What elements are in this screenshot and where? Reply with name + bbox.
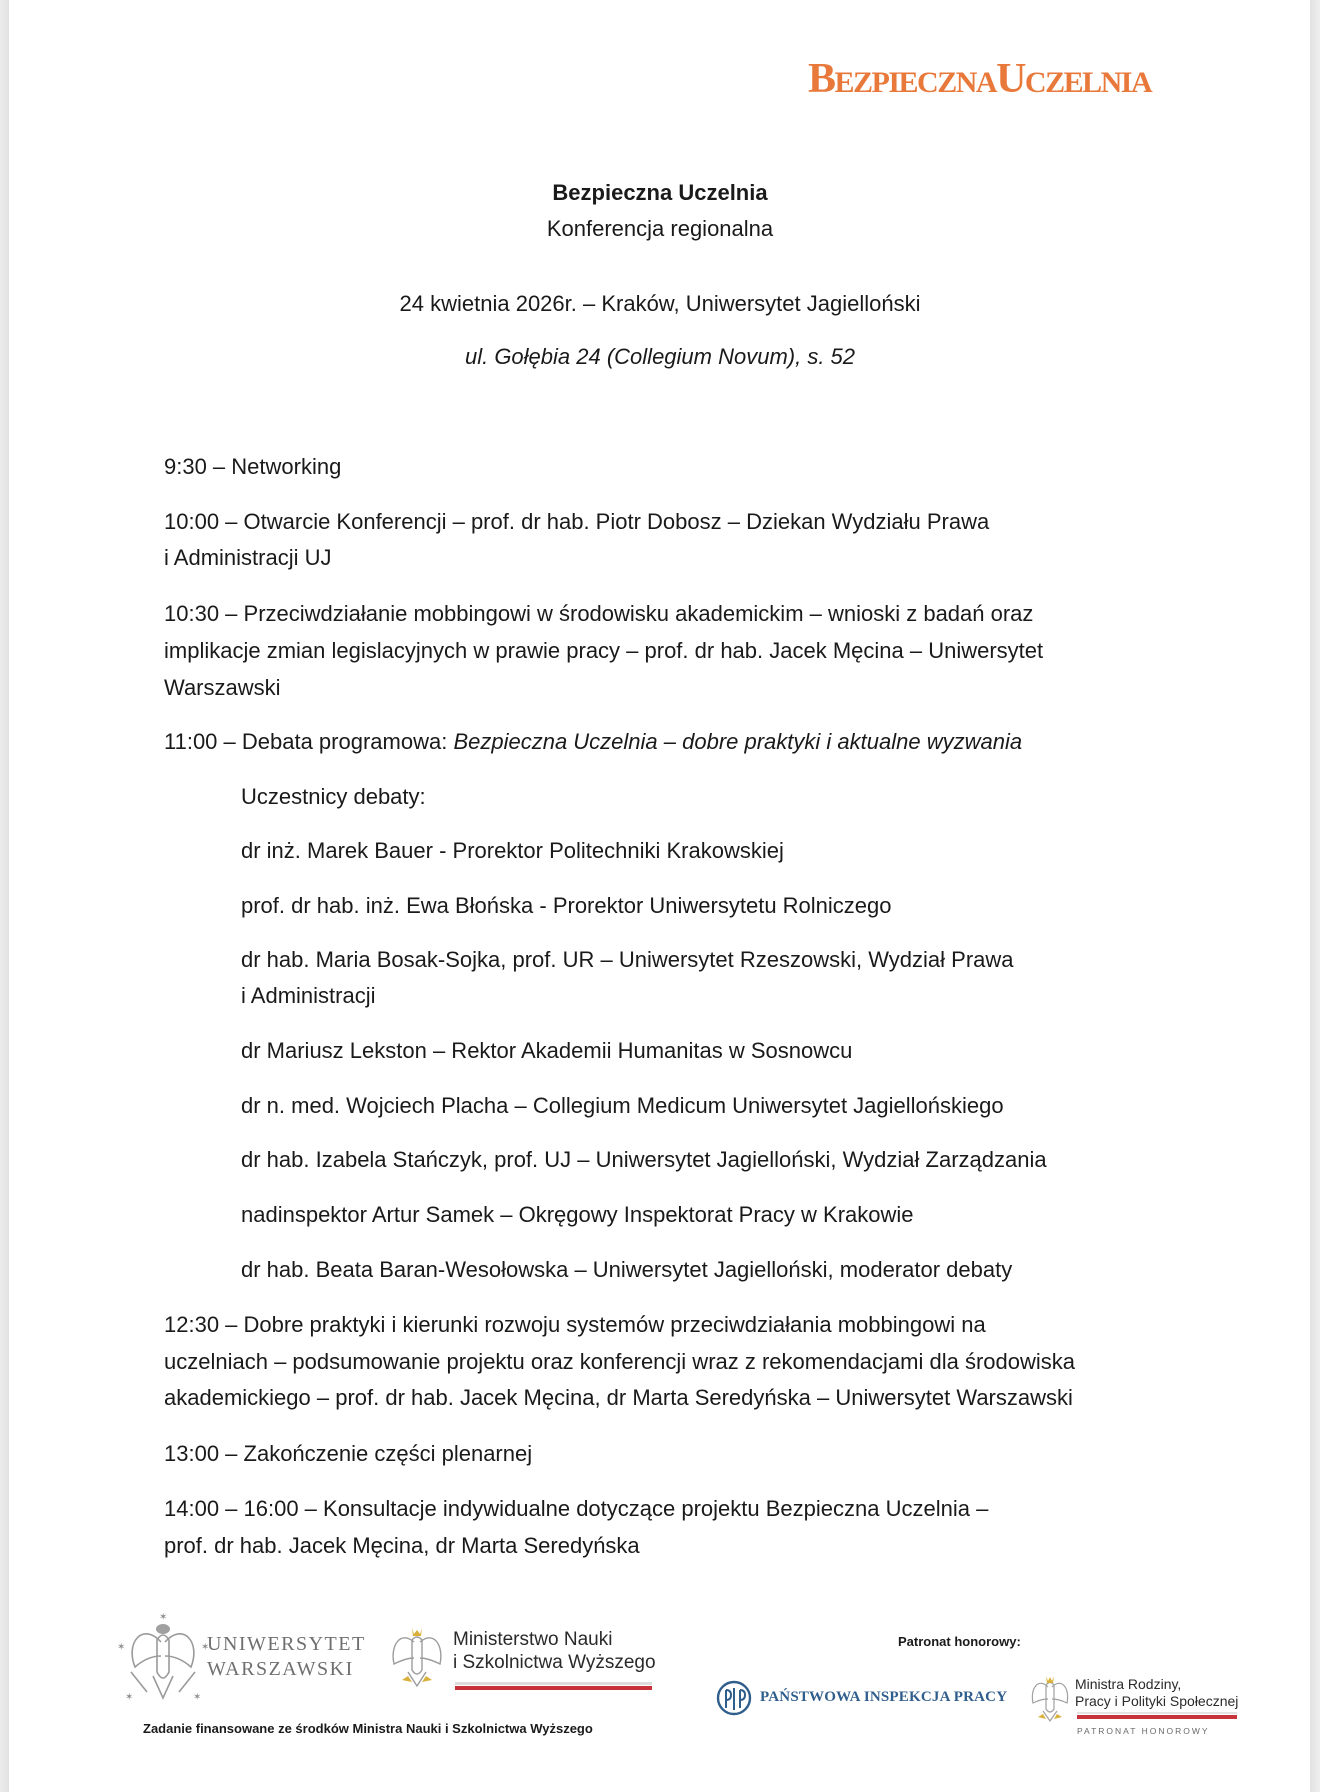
polish-eagle-icon	[388, 1624, 446, 1692]
pip-logo-text: PAŃSTWOWA INSPEKCJA PRACY	[760, 1689, 1008, 1705]
funding-note: Zadanie finansowane ze środków Ministra Nauki i Szkolnictwa Wyższego	[143, 1721, 593, 1736]
uw-logo-line1: UNIWERSYTET	[207, 1633, 366, 1655]
program-item-1030-line2: implikacje zmian legislacyjnych w prawie pracy – prof. dr hab. Jacek Męcina – Uniwersytet	[164, 638, 1044, 663]
patronat-label: Patronat honorowy:	[898, 1634, 1021, 1649]
participant-item: dr Mariusz Lekston – Rektor Akademii Humanitas w Sosnowcu	[241, 1038, 853, 1063]
svg-text:✶: ✶	[201, 1642, 210, 1653]
program-item-1000-line2: i Administracji UJ	[164, 545, 332, 570]
ministry-flag-stripe	[455, 1682, 652, 1690]
document-subtitle: Konferencja regionalna	[546, 216, 774, 241]
participant-item: dr hab. Beata Baran-Wesołowska – Uniwersytet Jagielloński, moderator debaty	[241, 1257, 1013, 1282]
program-item-1000-line1: 10:00 – Otwarcie Konferencji – prof. dr hab. Piotr Dobosz – Dziekan Wydziału Prawa	[164, 509, 990, 534]
program-item-1400-line1: 14:00 – 16:00 – Konsultacje indywidualne dotyczące projektu Bezpieczna Uczelnia –	[164, 1496, 989, 1521]
page-edge-right	[1310, 0, 1320, 1792]
participant-item-continuation: i Administracji	[241, 983, 376, 1008]
program-item-1400-line2: prof. dr hab. Jacek Męcina, dr Marta Seredyńska	[164, 1533, 640, 1558]
program-item-1030-line3: Warszawski	[164, 675, 281, 700]
uw-logo-line2: WARSZAWSKI	[207, 1658, 354, 1680]
brand-logo	[808, 58, 1151, 100]
brand-logo-letter: U	[996, 56, 1025, 102]
mrpips-patronat-caption: PATRONAT HONOROWY	[1077, 1726, 1210, 1736]
mrpips-logo-line1: Ministra Rodziny,	[1075, 1676, 1182, 1692]
event-dateline: 24 kwietnia 2026r. – Kraków, Uniwersytet Jagielloński	[399, 291, 921, 316]
event-address: ul. Gołębia 24 (Collegium Novum), s. 52	[464, 344, 856, 369]
mrpips-logo-text	[1075, 1676, 1238, 1710]
svg-text:✶: ✶	[117, 1642, 126, 1653]
ministry-logo-text	[453, 1628, 656, 1674]
svg-text:✶: ✶	[125, 1692, 134, 1703]
participant-item: nadinspektor Artur Samek – Okręgowy Inspektorat Pracy w Krakowie	[241, 1202, 914, 1227]
brand-logo-word: CZELNIA	[1024, 66, 1152, 99]
program-item-1230-line2: uczelniach – podsumowanie projektu oraz konferencji wraz z rekomendacjami dla środowiska	[164, 1349, 1076, 1374]
uw-logo-text	[207, 1632, 366, 1682]
participants-label: Uczestnicy debaty:	[241, 784, 426, 809]
program-item-1100-prefix: 11:00 – Debata programowa:	[164, 729, 454, 754]
participant-item: dr n. med. Wojciech Placha – Collegium Medicum Uniwersytet Jagiellońskiego	[241, 1093, 1004, 1118]
svg-text:✶: ✶	[159, 1612, 168, 1623]
document-title: Bezpieczna Uczelnia	[552, 180, 768, 205]
program-item-1230-line1: 12:30 – Dobre praktyki i kierunki rozwoju systemów przeciwdziałania mobbingowi na	[164, 1312, 986, 1337]
polish-eagle-icon	[1028, 1673, 1072, 1725]
mrpips-logo-line2: Pracy i Polityki Społecznej	[1075, 1693, 1239, 1709]
pip-emblem-icon	[716, 1680, 752, 1716]
brand-logo-letter: B	[808, 56, 835, 102]
program-item-0930: 9:30 – Networking	[164, 454, 342, 479]
ministry-logo-line2: i Szkolnictwa Wyższego	[453, 1652, 656, 1673]
debate-title: Bezpieczna Uczelnia – dobre praktyki i aktualne wyzwania	[453, 729, 1023, 754]
brand-logo-word: EZPIECZNA	[834, 66, 997, 99]
mrpips-flag-stripe-white	[1077, 1712, 1237, 1714]
participant-item: dr inż. Marek Bauer - Prorektor Politechniki Krakowskiej	[241, 838, 784, 863]
participant-item: prof. dr hab. inż. Ewa Błońska - Prorektor Uniwersytetu Rolniczego	[241, 893, 892, 918]
ministry-logo-line1: Ministerstwo Nauki	[453, 1629, 613, 1650]
svg-text:✶: ✶	[193, 1692, 202, 1703]
program-item-1230-line3: akademickiego – prof. dr hab. Jacek Męcina, dr Marta Seredyńska – Uniwersytet Warszawski	[164, 1385, 1073, 1410]
program-item-1300: 13:00 – Zakończenie części plenarnej	[164, 1441, 533, 1466]
mrpips-flag-stripe-red	[1077, 1715, 1237, 1719]
page-edge-left	[0, 0, 9, 1792]
participant-item: dr hab. Maria Bosak-Sojka, prof. UR – Uniwersytet Rzeszowski, Wydział Prawa	[241, 947, 1014, 972]
program-item-1030-line1: 10:30 – Przeciwdziałanie mobbingowi w środowisku akademickim – wnioski z badań oraz	[164, 601, 1034, 626]
program-item-1100	[164, 723, 1022, 760]
participant-item: dr hab. Izabela Stańczyk, prof. UJ – Uniwersytet Jagielloński, Wydział Zarządzania	[241, 1147, 1047, 1172]
